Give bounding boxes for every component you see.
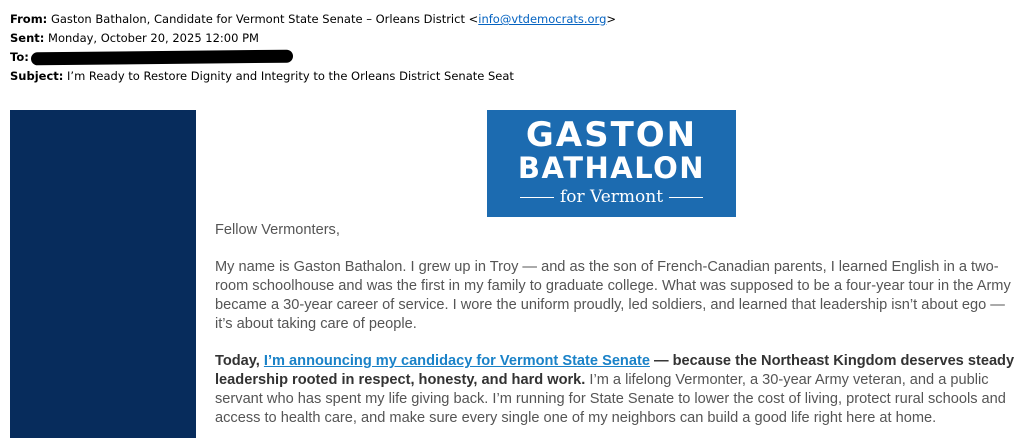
sent-label: Sent: (10, 31, 45, 45)
email-header (10, 10, 616, 86)
logo-last-name: BATHALON (517, 151, 706, 185)
greeting: Fellow Vermonters, (215, 222, 340, 238)
subject-row (10, 67, 616, 86)
from-email-link[interactable]: info@vtdemocrats.org (478, 12, 607, 26)
paragraph-announcement (215, 352, 1015, 428)
announcement-rest: I’m a lifelong Vermonter, a 30-year Army veteran, and a public servant who has spent my life giving back. I’m running for State Senate to lower the cost of living, protect rural schools and access to health care, and make sure every single one of my neighbors can build a good life right here at home. (215, 372, 1006, 426)
subject-value: I’m Ready to Restore Dignity and Integrity to the Orleans District Senate Seat (67, 69, 514, 83)
logo-tagline (487, 187, 736, 207)
sent-row (10, 29, 616, 48)
logo-first-name: GASTON (525, 115, 698, 155)
announcement-lead: Today, (215, 353, 264, 369)
email-body (215, 221, 1015, 428)
to-label: To: (10, 50, 29, 64)
sidebar-banner (10, 110, 196, 438)
redaction-mark (31, 50, 293, 66)
campaign-logo (487, 110, 736, 217)
logo-dash-right (669, 197, 703, 198)
from-close: > (606, 12, 617, 26)
candidacy-link[interactable]: I’m announcing my candidacy for Vermont State Senate (263, 353, 650, 369)
subject-label: Subject: (10, 69, 64, 83)
logo-tagline-text: for Vermont (559, 187, 664, 207)
to-row (10, 48, 616, 67)
from-row (10, 10, 616, 29)
logo-dash-left (520, 197, 554, 198)
sent-value: Monday, October 20, 2025 12:00 PM (48, 31, 259, 45)
announcement-bold: — because the Northeast Kingdom deserves steady leadership rooted in respect, honesty, and hard work. (215, 353, 1015, 388)
from-name: Gaston Bathalon, Candidate for Vermont State Senate – Orleans District < (50, 12, 479, 26)
paragraph-intro: My name is Gaston Bathalon. I grew up in Troy — and as the son of French-Canadian parents, I learned English in a two-room schoolhouse and was the first in my family to graduate college. What was supposed to be a four-year tour in the Army became a 30-year career of service. I wore the uniform proudly, led soldiers, and learned that leadership isn’t about ego — it’s about taking care of people. (215, 259, 1011, 332)
from-label: From: (10, 12, 48, 26)
